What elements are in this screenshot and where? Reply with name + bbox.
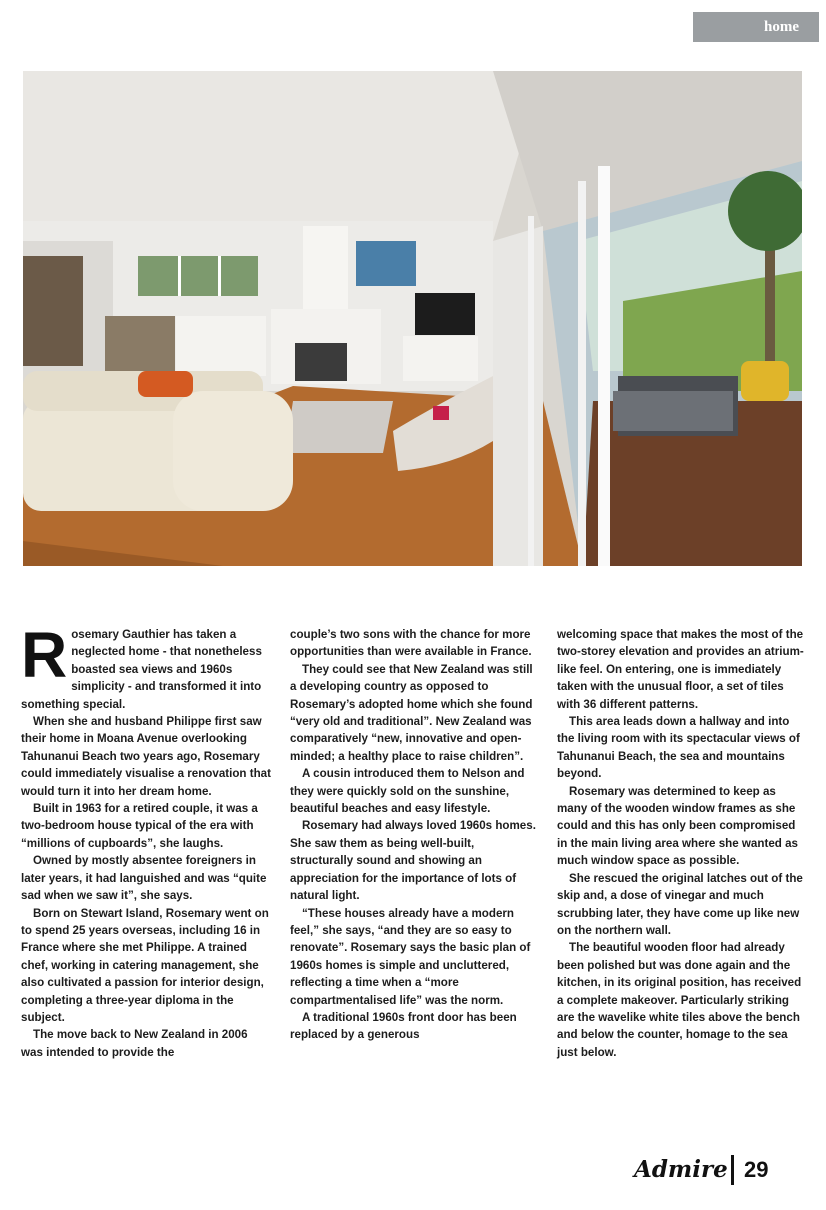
paragraph: She rescued the original latches out of the skip and, a dose of vinegar and much scrubbing later, they have come up like new on the northern wall. xyxy=(557,871,803,937)
paragraph: The beautiful wooden floor had already been polished but was done again and the kitchen, in its original position, has received a complete makeover. Particularly striking are the wavelike white tiles above the bench and below the counter, homage to the sea just below. xyxy=(557,941,802,1059)
magazine-logo: Admire xyxy=(634,1156,728,1183)
article-column-1 xyxy=(21,619,271,1061)
paragraph: The move back to New Zealand in 2006 was intended to provide the xyxy=(21,1028,248,1059)
paragraph: “These houses already have a modern feel,” she says, “and they are so easy to renovate”. Rosemary says the basic plan of 1960s homes is simple and uncluttered, reflecting a time when a “more compartmentalised life” was the norm. xyxy=(290,906,531,1007)
paragraph: couple’s two sons with the chance for more opportunities than were available in France. xyxy=(290,628,532,659)
article-column-3 xyxy=(557,626,807,1061)
paragraph: This area leads down a hallway and into the living room with its spectacular views of Tahunanui Beach, the sea and mountains beyond. xyxy=(557,715,800,781)
paragraph: When she and husband Philippe first saw their home in Moana Avenue overlooking Tahunanui Beach two years ago, Rosemary could immediately visualise a renovation that would turn it into her dream home. xyxy=(21,715,271,798)
paragraph: A cousin introduced them to Nelson and they were quickly sold on the sunshine, beautiful beaches and easy lifestyle. xyxy=(290,767,525,816)
page-number: 29 xyxy=(744,1157,769,1182)
paragraph: Rosemary was determined to keep as many of the wooden window frames as she could and this has only been compromised in the main living area where she wanted as much window space as possible. xyxy=(557,784,798,868)
paragraph: Built in 1963 for a retired couple, it was a two-bedroom house typical of the era with “millions of cupboards”, she laughs. xyxy=(21,802,258,850)
section-tag: home xyxy=(693,12,819,42)
paragraph: welcoming space that makes the most of the two-storey elevation and provides an atrium-like feel. On entering, one is immediately taken with the unusual floor, a set of tiles with 36 different patterns. xyxy=(557,628,804,711)
paragraph: A traditional 1960s front door has been replaced by a generous xyxy=(290,1010,517,1042)
article-column-2 xyxy=(290,626,540,1044)
living-room-photo xyxy=(23,71,802,566)
paragraph: Born on Stewart Island, Rosemary went on to spend 25 years overseas, including 16 in France where she met Philippe. A trained chef, working in catering management, she also cultivated a passion for interior design, completing a three-year diploma in the subject. xyxy=(21,906,269,1024)
footer-divider xyxy=(731,1155,734,1185)
paragraph: osemary Gauthier has taken a neglected home - that nonetheless boasted sea views and 1960s simplicity - and transformed it into something special. xyxy=(21,628,262,711)
living-room-illustration xyxy=(23,71,802,566)
paragraph: They could see that New Zealand was still a developing country as opposed to Rosemary’s adopted home which she found “very old and traditional”. New Zealand was comparatively “new, innovative and open-minded; a healthy place to raise children”. xyxy=(290,662,533,763)
paragraph: Owned by mostly absentee foreigners in later years, it had languished and was “quite sad when we saw it”, she says. xyxy=(21,854,267,903)
paragraph: Rosemary had always loved 1960s homes. She saw them as being well-built, structurally sound and showing an appreciation for the importance of lots of natural light. xyxy=(290,819,536,903)
drop-cap: R xyxy=(21,619,68,691)
